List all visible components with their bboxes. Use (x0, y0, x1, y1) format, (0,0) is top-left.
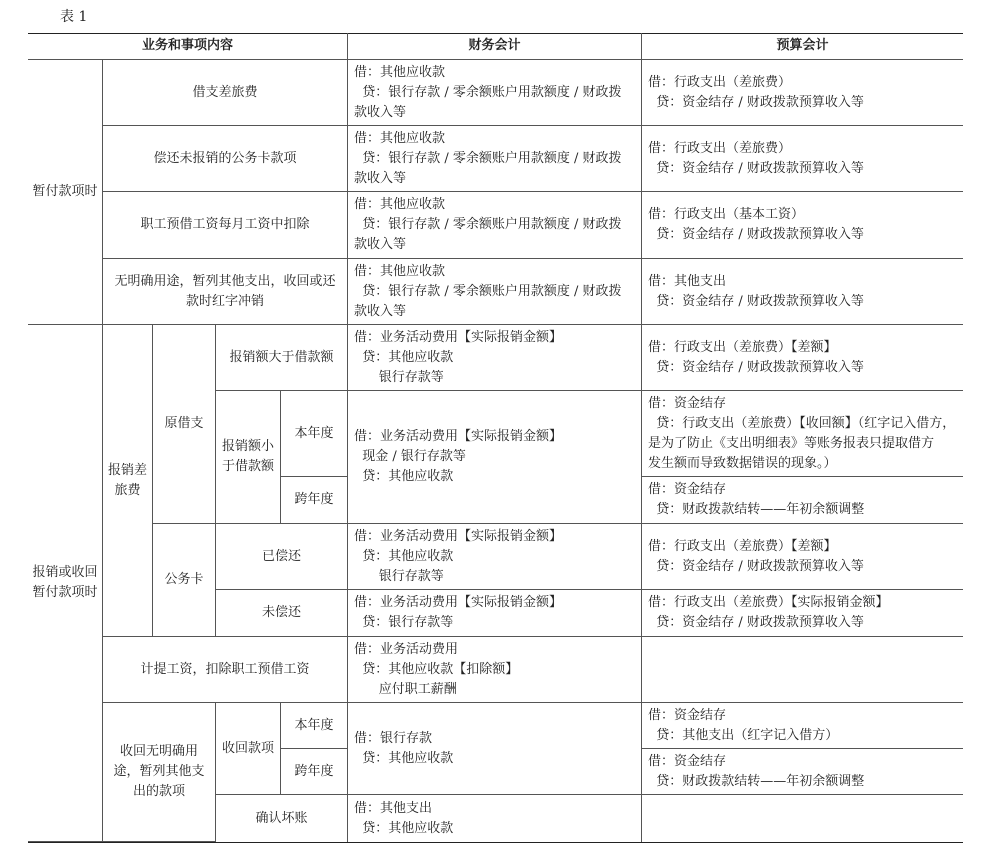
entry-line: 借：行政支出（基本工资） (648, 207, 805, 222)
row6-budget (642, 391, 963, 477)
entry-line: 是为了防止《支出明细表》等账务报表只提取借方 (648, 435, 935, 451)
entry-line: 借：其他应收款 (354, 64, 446, 80)
entry-line: 借：行政支出（差旅费）【实际报销金额】 (648, 595, 889, 610)
entry-line: 借：业务活动费用【实际报销金额】 (354, 528, 563, 544)
entry-line: 借：业务活动费用【实际报销金额】 (354, 329, 563, 345)
entry-line: 借：业务活动费用【实际报销金额】 (354, 595, 563, 610)
row1-item: 借支差旅费 (103, 60, 348, 126)
row9-item: 未偿还 (216, 590, 348, 637)
entry-line: 贷：银行存款 / 零余额账户用款额度 / 财政拨 (354, 283, 622, 299)
row3-budget (642, 192, 963, 259)
entry-line: 贷：其他应收款 (354, 820, 454, 836)
row10-item: 计提工资，扣除职工预借工资 (103, 637, 348, 703)
entry-line: 借：其他支出 (648, 273, 727, 289)
row1-financial (348, 60, 642, 126)
row4-budget (642, 259, 963, 325)
row12-budget (642, 749, 963, 795)
row5-item: 报销额大于借款额 (216, 325, 348, 391)
accounting-table (28, 33, 963, 843)
row1-budget (642, 60, 963, 126)
group-less-than: 报销额小于借款额 (216, 391, 281, 524)
header-content: 业务和事项内容 (28, 33, 348, 60)
entry-line: 款收入等 (354, 303, 407, 319)
entry-line: 借：资金结存 (648, 482, 727, 497)
entry-line: 贷：银行存款 / 零余额账户用款额度 / 财政拨 (354, 217, 622, 232)
row3-item: 职工预借工资每月工资中扣除 (103, 192, 348, 259)
row10-financial (348, 637, 642, 703)
entry-line: 贷：银行存款等 (354, 615, 454, 630)
entry-line: 贷：资金结存 / 财政拨款预算收入等 (648, 160, 864, 176)
entry-line: 借：行政支出（差旅费）【差额】 (648, 339, 837, 355)
row2-financial (348, 126, 642, 192)
row9-budget (642, 590, 963, 637)
header-financial: 财务会计 (348, 33, 642, 60)
row8-budget (642, 524, 963, 590)
entry-line: 款收入等 (354, 237, 407, 252)
row2-item: 偿还未报销的公务卡款项 (103, 126, 348, 192)
entry-line: 借：业务活动费用【实际报销金额】 (354, 429, 563, 444)
row8-item: 已偿还 (216, 524, 348, 590)
row10-budget (642, 637, 963, 703)
entry-line: 贷：其他应收款 (354, 750, 454, 766)
row13-financial (348, 795, 642, 842)
group-collect: 收回款项 (216, 703, 281, 795)
entry-line: 贷：资金结存 / 财政拨款预算收入等 (648, 558, 864, 574)
entry-line: 贷：其他应收款【扣除额】 (354, 661, 519, 677)
entry-line: 贷：银行存款 / 零余额账户用款额度 / 财政拨 (354, 84, 622, 100)
entry-line: 贷：资金结存 / 财政拨款预算收入等 (648, 227, 864, 242)
row6-item: 本年度 (281, 391, 348, 477)
entry-line: 贷：资金结存 / 财政拨款预算收入等 (648, 293, 864, 309)
entry-line: 借：其他应收款 (354, 263, 446, 279)
entry-line: 借：行政支出（差旅费） (648, 74, 792, 90)
row13-item: 确认坏账 (216, 795, 348, 842)
entry-line: 贷：资金结存 / 财政拨款预算收入等 (648, 359, 864, 375)
row7-item: 跨年度 (281, 477, 348, 524)
entry-line: 贷：资金结存 / 财政拨款预算收入等 (648, 615, 864, 630)
row4-financial (348, 259, 642, 325)
row13-budget (642, 795, 963, 842)
entry-line: 借：其他支出 (354, 800, 433, 816)
entry-line: 贷：资金结存 / 财政拨款预算收入等 (648, 94, 864, 110)
row4-item: 无明确用途，暂列其他支出，收回或还款时红字冲销 (103, 259, 348, 325)
entry-line: 应付职工薪酬 (354, 681, 457, 697)
entry-line: 银行存款等 (354, 369, 444, 385)
entry-line: 贷：银行存款 / 零余额账户用款额度 / 财政拨 (354, 150, 622, 166)
row11-budget (642, 703, 963, 749)
entry-line: 借：业务活动费用 (354, 641, 459, 657)
group-travel: 报销差旅费 (103, 325, 153, 637)
entry-line: 借：银行存款 (354, 730, 433, 746)
entry-line: 发生额而导致数据错误的现象。） (648, 455, 837, 471)
row11-item: 本年度 (281, 703, 348, 749)
table-bottom-rule (28, 842, 963, 843)
row6-7-financial (348, 391, 642, 524)
row8-financial (348, 524, 642, 590)
group-card: 公务卡 (153, 524, 216, 637)
entry-line: 贷：其他应收款 (354, 548, 454, 564)
table-caption: 表 1 (60, 9, 88, 25)
group-unknown-use: 收回无明确用途，暂列其他支出的款项 (103, 703, 216, 842)
entry-line: 现金 / 银行存款等 (354, 449, 466, 464)
entry-line: 贷：其他应收款 (354, 349, 454, 365)
row3-financial (348, 192, 642, 259)
entry-line: 借：其他应收款 (354, 197, 446, 212)
entry-line: 款收入等 (354, 170, 407, 186)
group-reimburse: 报销或收回暂付款项时 (28, 325, 103, 842)
entry-line: 款收入等 (354, 104, 407, 120)
entry-line: 贷：财政拨款结转——年初余额调整 (648, 502, 865, 517)
row2-budget (642, 126, 963, 192)
entry-line: 贷：财政拨款结转——年初余额调整 (648, 773, 865, 789)
row11-12-financial (348, 703, 642, 795)
entry-line: 贷：其他支出（红字记入借方） (648, 727, 839, 743)
entry-line: 借：资金结存 (648, 753, 727, 769)
group-temp-pay: 暂付款项时 (28, 60, 103, 325)
entry-line: 借：行政支出（差旅费） (648, 140, 792, 156)
row12-item: 跨年度 (281, 749, 348, 795)
header-budget: 预算会计 (642, 33, 963, 60)
entry-line: 借：行政支出（差旅费）【差额】 (648, 538, 837, 554)
entry-line: 贷：其他应收款 (354, 469, 454, 484)
row5-financial (348, 325, 642, 391)
row5-budget (642, 325, 963, 391)
entry-line: 借：资金结存 (648, 707, 727, 723)
entry-line: 借：资金结存 (648, 395, 727, 411)
group-orig-loan: 原借支 (153, 325, 216, 524)
entry-line: 借：其他应收款 (354, 130, 446, 146)
entry-line: 银行存款等 (354, 568, 444, 584)
entry-line: 贷：行政支出（差旅费）【收回额】（红字记入借方， (648, 415, 956, 431)
row9-financial (348, 590, 642, 637)
row7-budget (642, 477, 963, 524)
